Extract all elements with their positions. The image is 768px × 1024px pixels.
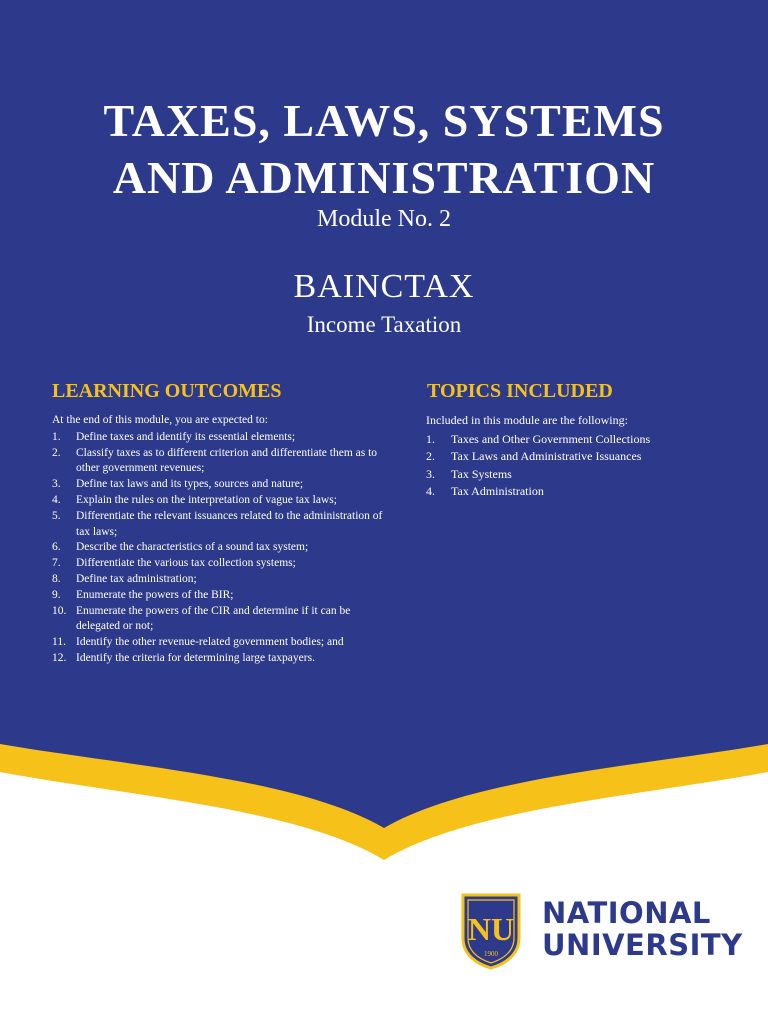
nu-crest-icon	[460, 892, 522, 970]
topics-section	[426, 412, 726, 501]
course-code: BAINCTAX	[293, 268, 475, 305]
course-title: Income Taxation	[306, 312, 462, 337]
list-item: 3. Tax Systems	[426, 466, 512, 481]
list-item: 10. Enumerate the powers of the CIR and determine if it can be delegated or not;	[52, 604, 351, 633]
list-item: 12. Identify the criteria for determining large taxpayers.	[52, 651, 315, 664]
title-line-1: TAXES, LAWS, SYSTEMS	[103, 95, 665, 146]
university-name-line-2: UNIVERSITY	[542, 928, 743, 962]
list-item: 8. Define tax administration;	[52, 572, 197, 585]
list-item: 5. Differentiate the relevant issuances related to the administration of tax laws;	[52, 509, 383, 538]
learning-outcomes-intro: At the end of this module, you are expected to:	[52, 414, 268, 426]
module-number: Module No. 2	[317, 206, 451, 232]
topics-intro: Included in this module are the following:	[426, 413, 628, 427]
topics-list	[426, 431, 726, 501]
learning-outcomes-heading: LEARNING OUTCOMES	[52, 380, 282, 402]
list-item: 1. Taxes and Other Government Collections	[426, 431, 651, 446]
list-item: 3. Define tax laws and its types, sources and nature;	[52, 478, 304, 491]
list-item: 4. Tax Administration	[426, 484, 544, 498]
list-item: 6. Describe the characteristics of a sound tax system;	[52, 541, 309, 554]
list-item: 7. Differentiate the various tax collection systems;	[52, 557, 296, 570]
crest-monogram: NU	[467, 911, 515, 947]
list-item: 9. Enumerate the powers of the BIR;	[52, 588, 234, 601]
topics-heading: TOPICS INCLUDED	[427, 380, 613, 402]
learning-outcomes-section	[52, 413, 392, 667]
crest-year: 1900	[484, 950, 498, 958]
list-item: 2. Classify taxes as to different criterion and differentiate them as to other government revenues;	[52, 446, 378, 475]
list-item: 1. Define taxes and identify its essential elements;	[52, 430, 296, 443]
list-item: 11. Identify the other revenue-related government bodies; and	[52, 636, 344, 649]
title-line-2: AND ADMINISTRATION	[112, 152, 656, 203]
learning-outcomes-list	[52, 430, 392, 667]
list-item: 4. Explain the rules on the interpretation of vague tax laws;	[52, 493, 337, 506]
list-item: 2. Tax Laws and Administrative Issuances	[426, 449, 642, 463]
university-name-line-1: NATIONAL	[542, 896, 711, 930]
